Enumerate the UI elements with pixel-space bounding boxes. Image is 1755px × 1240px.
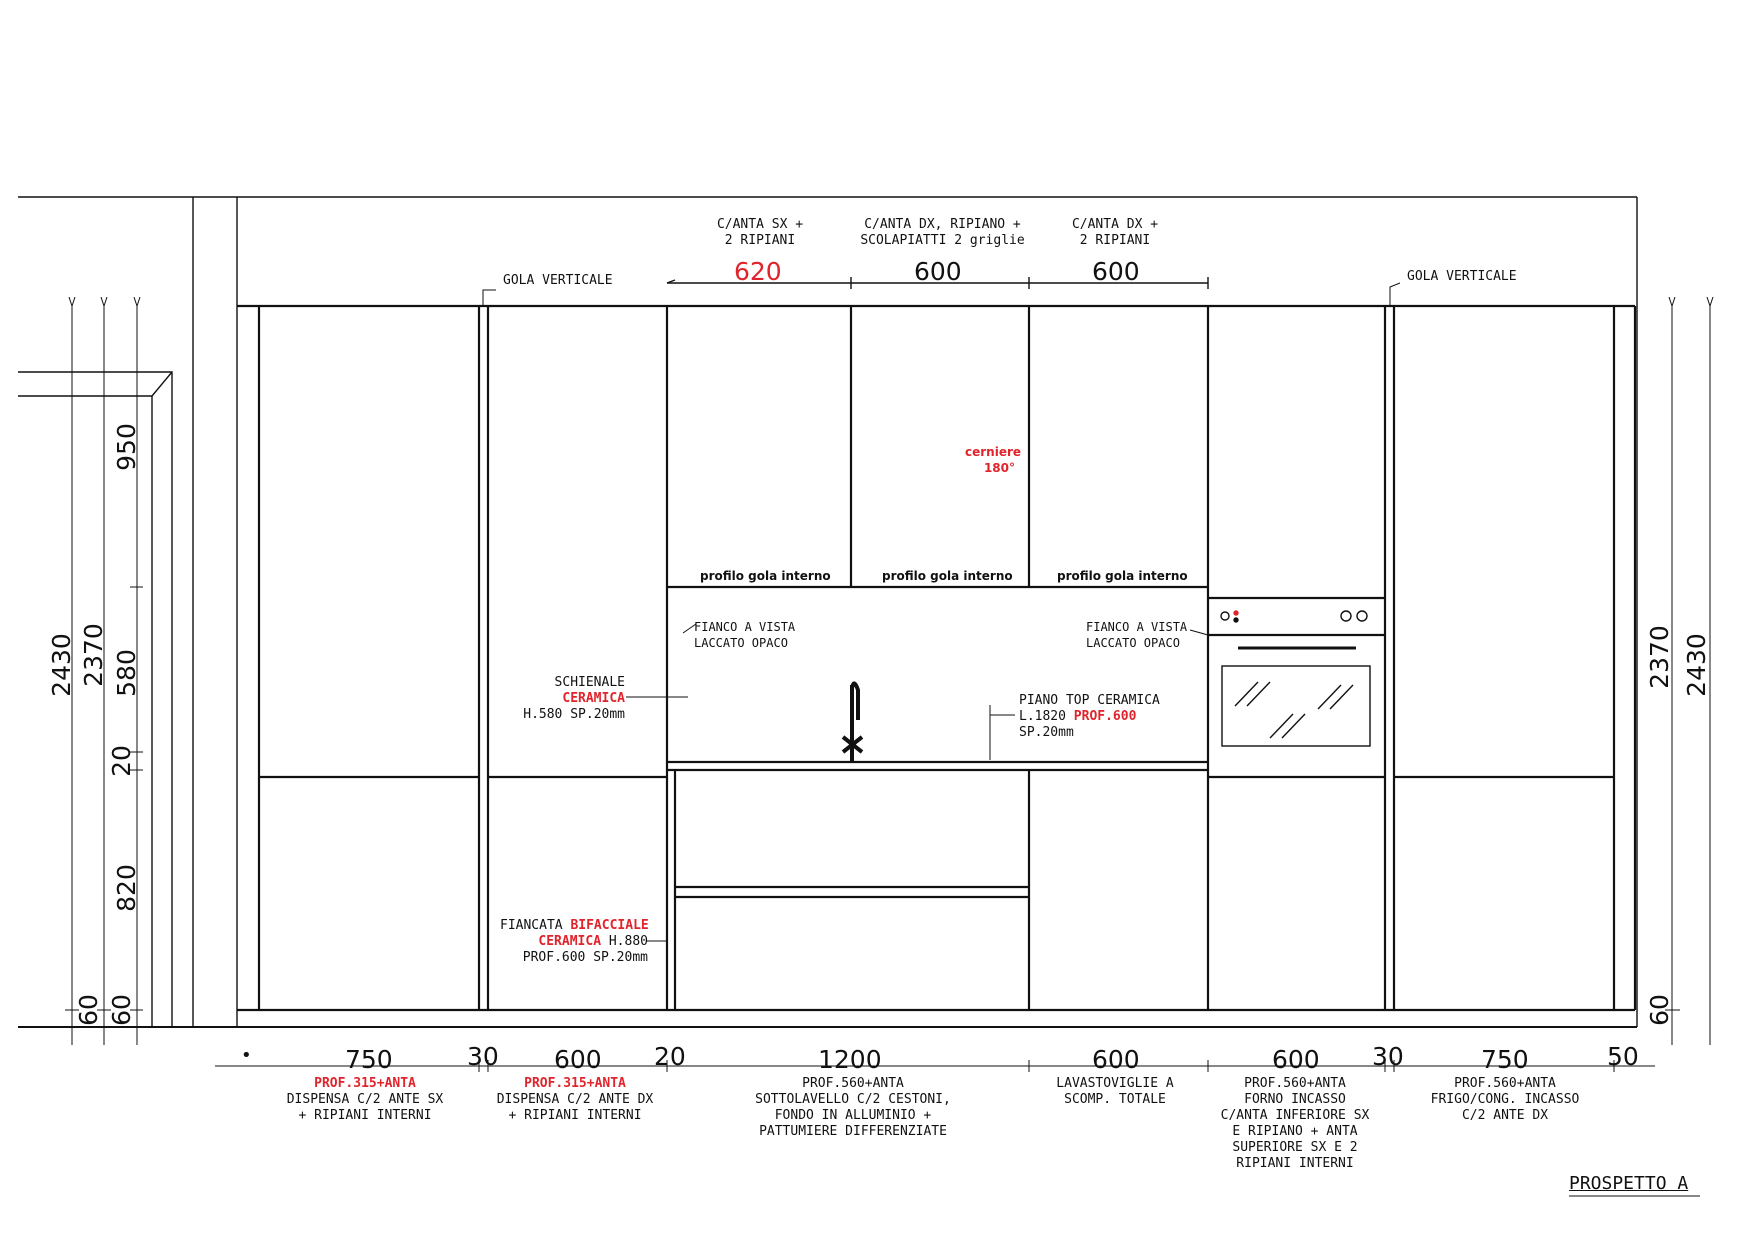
vdim-2370-right: 2370 [1645, 625, 1674, 689]
vdim-2430-right: 2430 [1682, 633, 1711, 697]
top-note-3 [1055, 217, 1175, 249]
schienale-line-1: SCHIENALE [554, 675, 625, 690]
bottom-dim-750-right: 750 [1481, 1045, 1529, 1074]
gola-verticale-right: GOLA VERTICALE [1407, 269, 1517, 284]
caption-sottolavello-line-2: SOTTOLAVELLO C/2 CESTONI, [755, 1092, 951, 1107]
piano-top-note [1019, 693, 1160, 741]
caption-forno-line-5: SUPERIORE SX E 2 [1232, 1140, 1358, 1155]
bottom-dim-30-left: 30 [467, 1042, 499, 1071]
caption-frigo [1410, 1076, 1600, 1124]
profilo-gola-3: profilo gola interno [1057, 569, 1188, 583]
schienale-note [512, 675, 625, 723]
piano-top-line-2a: L.1820 [1019, 709, 1074, 724]
caption-lavastoviglie-line-1: LAVASTOVIGLIE A [1056, 1076, 1174, 1091]
fianco-right-note [1086, 619, 1187, 651]
faucet-icon [843, 683, 862, 762]
top-dim-600-b: 600 [1092, 257, 1140, 286]
window-frame-inner [18, 396, 152, 1027]
schienale-line-2: CERAMICA [562, 691, 625, 706]
schienale-line-3: H.580 SP.20mm [523, 707, 625, 722]
caption-forno-line-1: PROF.560+ANTA [1244, 1076, 1346, 1091]
top-note-2 [850, 217, 1035, 249]
piano-top-line-1: PIANO TOP CERAMICA [1019, 693, 1160, 708]
vdim-950: 950 [112, 423, 141, 471]
profilo-gola-1: profilo gola interno [700, 569, 831, 583]
top-note-2-line-2: SCOLAPIATTI 2 griglie [860, 233, 1025, 248]
caption-sottolavello [738, 1076, 968, 1140]
caption-dispensa-sx [270, 1076, 460, 1124]
cerniere-line-1: cerniere [965, 445, 1022, 459]
caption-forno-line-2: FORNO INCASSO [1244, 1092, 1346, 1107]
fiancata-line-2b: H.880 [601, 934, 648, 949]
caption-forno-line-6: RIPIANI INTERNI [1236, 1156, 1354, 1171]
top-note-3-line-1: C/ANTA DX + [1071, 217, 1159, 232]
caption-frigo-line-1: PROF.560+ANTA [1454, 1076, 1556, 1091]
fianco-right-line-2: LACCATO OPACO [1086, 636, 1180, 650]
fianco-left-line-2: LACCATO OPACO [694, 636, 788, 650]
caption-dispensa-sx-line-1: DISPENSA C/2 ANTE SX [286, 1092, 444, 1107]
fiancata-line-2a: CERAMICA [538, 934, 602, 949]
top-note-1 [700, 217, 820, 249]
caption-dispensa-dx-line-1: DISPENSA C/2 ANTE DX [496, 1092, 654, 1107]
prospetto-label: PROSPETTO A [1569, 1173, 1689, 1194]
caption-dispensa-dx [480, 1076, 670, 1124]
vdim-20: 20 [107, 745, 136, 777]
caption-dispensa-dx-line-2: + RIPIANI INTERNI [508, 1108, 642, 1123]
profilo-gola-2: profilo gola interno [882, 569, 1013, 583]
fianco-left-line-1: FIANCO A VISTA [694, 620, 796, 634]
caption-forno-line-3: C/ANTA INFERIORE SX [1220, 1108, 1370, 1123]
top-note-3-line-2: 2 RIPIANI [1079, 233, 1151, 248]
vdim-580: 580 [112, 649, 141, 697]
fiancata-note [500, 918, 648, 966]
caption-sottolavello-line-3: FONDO IN ALLUMINIO + [774, 1108, 932, 1123]
cerniere-note [965, 444, 1022, 476]
vdim-2430-left: 2430 [47, 633, 76, 697]
caption-sottolavello-line-4: PATTUMIERE DIFFERENZIATE [759, 1124, 947, 1139]
caption-forno-line-4: E RIPIANO + ANTA [1232, 1124, 1358, 1139]
caption-frigo-line-3: C/2 ANTE DX [1461, 1108, 1549, 1123]
vdim-60-right: 60 [1645, 994, 1674, 1026]
window-frame-outer [18, 372, 172, 1027]
bottom-dim-20: 20 [654, 1042, 686, 1071]
top-note-1-line-1: C/ANTA SX + [716, 217, 804, 232]
fianco-left-note [694, 619, 795, 651]
vdim-2370-left: 2370 [79, 623, 108, 687]
fianco-right-line-1: FIANCO A VISTA [1086, 620, 1188, 634]
bottom-bullet: • [241, 1045, 252, 1066]
bottom-dim-1200: 1200 [818, 1045, 882, 1074]
gola-verticale-left: GOLA VERTICALE [503, 273, 613, 288]
bottom-dim-30-right: 30 [1372, 1042, 1404, 1071]
top-dim-620: 620 [734, 257, 782, 286]
caption-frigo-line-2: FRIGO/CONG. INCASSO [1430, 1092, 1580, 1107]
oven-window [1222, 666, 1370, 746]
fiancata-line-1b: BIFACCIALE [570, 918, 649, 933]
caption-dispensa-dx-red: PROF.315+ANTA [524, 1076, 626, 1091]
bottom-dim-750-left: 750 [345, 1045, 393, 1074]
caption-dispensa-sx-line-2: + RIPIANI INTERNI [298, 1108, 432, 1123]
piano-top-line-2b: PROF.600 [1073, 709, 1137, 724]
caption-lavastoviglie [1040, 1076, 1190, 1108]
caption-dispensa-sx-red: PROF.315+ANTA [314, 1076, 416, 1091]
vdim-60-b: 60 [107, 994, 136, 1026]
bottom-dim-600-a: 600 [554, 1045, 602, 1074]
top-note-2-line-1: C/ANTA DX, RIPIANO + [864, 217, 1021, 232]
vdim-820: 820 [112, 864, 141, 912]
top-dim-600-a: 600 [914, 257, 962, 286]
bottom-dim-600-c: 600 [1272, 1045, 1320, 1074]
bottom-dim-50: 50 [1607, 1042, 1639, 1071]
bottom-dim-600-b: 600 [1092, 1045, 1140, 1074]
caption-lavastoviglie-line-2: SCOMP. TOTALE [1064, 1092, 1166, 1107]
vdim-60-a: 60 [74, 994, 103, 1026]
piano-top-line-3: SP.20mm [1019, 725, 1074, 740]
top-note-1-line-2: 2 RIPIANI [724, 233, 796, 248]
fiancata-line-1a: FIANCATA [500, 918, 571, 933]
fiancata-line-3: PROF.600 SP.20mm [522, 950, 648, 965]
caption-forno [1200, 1076, 1390, 1172]
caption-sottolavello-line-1: PROF.560+ANTA [802, 1076, 904, 1091]
cerniere-line-2: 180° [983, 461, 1015, 475]
